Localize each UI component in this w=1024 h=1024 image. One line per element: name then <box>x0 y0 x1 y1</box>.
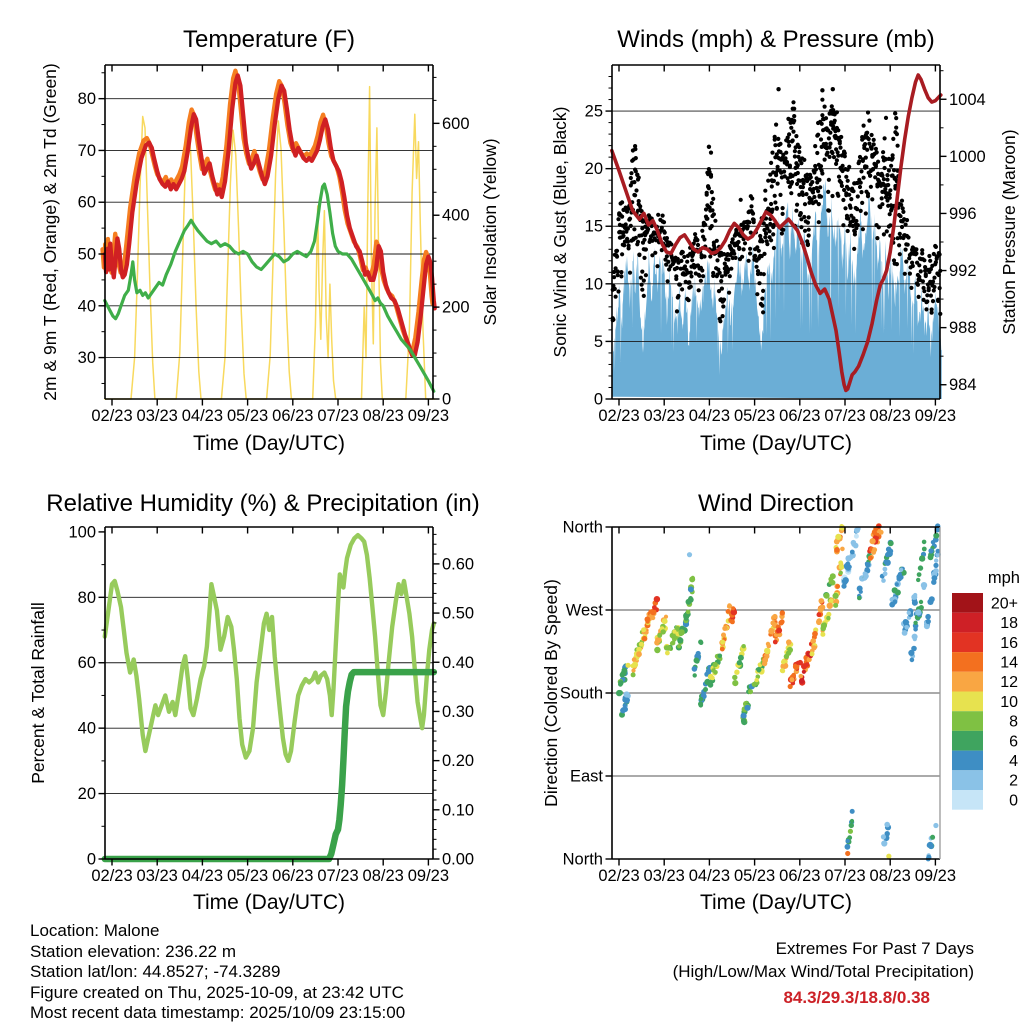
svg-text:03/23: 03/23 <box>136 867 178 885</box>
svg-text:03/23: 03/23 <box>643 407 685 425</box>
svg-text:10: 10 <box>1000 693 1018 711</box>
panel-temperature <box>78 65 470 425</box>
svg-text:09/23: 09/23 <box>914 407 957 425</box>
svg-text:02/23: 02/23 <box>598 407 640 425</box>
temperature-ylabel: 2m & 9m T (Red, Orange) & 2m Td (Green) <box>40 63 60 401</box>
extremes-title: Extremes For Past 7 Days <box>775 939 974 958</box>
svg-text:09/23: 09/23 <box>407 407 450 425</box>
svg-text:06/23: 06/23 <box>779 867 821 885</box>
data-timestamp: Most recent data timestamp: 2025/10/09 23:15:00 <box>30 1003 406 1023</box>
extremes-values: 84.3/29.3/18.8/0.38 <box>783 988 930 1007</box>
svg-text:04/23: 04/23 <box>181 407 224 425</box>
svg-text:0.50: 0.50 <box>442 604 475 623</box>
svg-text:984: 984 <box>949 376 977 395</box>
svg-text:0: 0 <box>86 850 96 869</box>
svg-text:07/23: 07/23 <box>317 407 359 425</box>
extremes-subtitle: (High/Low/Max Wind/Total Precipitation) <box>672 961 974 981</box>
svg-text:03/23: 03/23 <box>643 867 685 885</box>
svg-text:0.60: 0.60 <box>442 555 475 574</box>
station-info-block <box>30 921 405 1024</box>
svg-text:0.10: 0.10 <box>442 801 475 820</box>
svg-text:6: 6 <box>1009 733 1018 751</box>
panel-winds-pressure <box>585 65 986 425</box>
svg-text:8: 8 <box>1009 713 1018 731</box>
svg-text:02/23: 02/23 <box>91 407 133 425</box>
svg-text:80: 80 <box>77 90 96 109</box>
direction-ylabel: Direction (Colored By Speed) <box>541 579 561 807</box>
station-latlon: Station lat/lon: 44.8527; -74.3289 <box>30 962 281 982</box>
wind-direction-title: Wind Direction <box>697 490 855 517</box>
svg-text:09/23: 09/23 <box>407 867 450 885</box>
svg-text:02/23: 02/23 <box>91 867 133 885</box>
panel-rh-precip <box>68 523 474 885</box>
svg-text:20: 20 <box>584 160 603 179</box>
svg-text:09/23: 09/23 <box>914 867 957 885</box>
svg-text:08/23: 08/23 <box>869 867 911 885</box>
svg-text:5: 5 <box>593 332 603 351</box>
svg-text:02/23: 02/23 <box>598 867 640 885</box>
svg-text:100: 100 <box>68 523 96 542</box>
svg-text:600: 600 <box>442 114 470 133</box>
svg-text:06/23: 06/23 <box>779 407 821 425</box>
svg-text:200: 200 <box>442 298 470 317</box>
svg-text:80: 80 <box>77 588 96 607</box>
station-elevation: Station elevation: 236.22 m <box>30 941 237 961</box>
extremes-block <box>673 938 974 1010</box>
svg-text:04/23: 04/23 <box>181 867 224 885</box>
svg-text:25: 25 <box>584 102 603 121</box>
svg-text:05/23: 05/23 <box>733 867 776 885</box>
svg-text:04/23: 04/23 <box>688 407 731 425</box>
station-location: Location: Malone <box>30 921 160 940</box>
svg-text:1000: 1000 <box>949 147 986 166</box>
svg-text:06/23: 06/23 <box>272 407 314 425</box>
winds-pressure-title: Winds (mph) & Pressure (mb) <box>617 26 935 53</box>
svg-text:03/23: 03/23 <box>136 407 178 425</box>
svg-text:0: 0 <box>442 390 452 409</box>
svg-text:4: 4 <box>1009 753 1018 770</box>
winds-xlabel: Time (Day/UTC) <box>699 432 853 455</box>
svg-text:15: 15 <box>584 217 603 236</box>
temperature-title: Temperature (F) <box>182 26 356 53</box>
svg-text:05/23: 05/23 <box>226 867 269 885</box>
svg-text:20+: 20+ <box>990 595 1018 613</box>
svg-text:70: 70 <box>77 141 96 160</box>
colorbar-title: mph <box>987 569 1020 587</box>
svg-text:1004: 1004 <box>949 90 986 109</box>
svg-text:992: 992 <box>949 262 977 281</box>
svg-text:50: 50 <box>77 245 96 264</box>
rh-xlabel: Time (Day/UTC) <box>192 891 346 914</box>
svg-text:0.40: 0.40 <box>442 653 475 672</box>
svg-text:08/23: 08/23 <box>362 867 404 885</box>
svg-text:18: 18 <box>1000 615 1018 633</box>
svg-text:08/23: 08/23 <box>869 407 911 425</box>
figure-created: Figure created on Thu, 2025-10-09, at 23:42 UTC <box>30 982 404 1002</box>
svg-text:20: 20 <box>77 785 96 804</box>
svg-text:South: South <box>559 684 603 703</box>
svg-text:12: 12 <box>1000 674 1018 692</box>
svg-text:0: 0 <box>593 390 603 409</box>
svg-text:East: East <box>569 767 603 786</box>
svg-text:40: 40 <box>77 719 96 738</box>
temperature-xlabel: Time (Day/UTC) <box>192 432 346 455</box>
svg-text:07/23: 07/23 <box>824 407 866 425</box>
svg-text:0: 0 <box>1009 792 1018 810</box>
svg-text:60: 60 <box>77 193 96 212</box>
svg-text:07/23: 07/23 <box>317 867 359 885</box>
svg-text:North: North <box>562 518 603 537</box>
direction-xlabel: Time (Day/UTC) <box>699 891 853 914</box>
rh-precip-title: Relative Humidity (%) & Precipitation (in) <box>46 490 480 517</box>
svg-text:10: 10 <box>584 275 603 294</box>
svg-text:04/23: 04/23 <box>688 867 731 885</box>
wind-ylabel: Sonic Wind & Gust (Blue, Black) <box>550 106 570 358</box>
svg-text:0.20: 0.20 <box>442 752 475 771</box>
svg-text:16: 16 <box>1000 634 1018 652</box>
svg-text:05/23: 05/23 <box>226 407 269 425</box>
svg-text:0.00: 0.00 <box>442 850 475 869</box>
svg-text:14: 14 <box>1000 654 1018 672</box>
pressure-ylabel: Station Pressure (Maroon) <box>999 129 1019 335</box>
svg-text:996: 996 <box>949 204 977 223</box>
svg-text:60: 60 <box>77 654 96 673</box>
svg-text:30: 30 <box>77 349 96 368</box>
svg-text:988: 988 <box>949 319 977 338</box>
svg-text:08/23: 08/23 <box>362 407 404 425</box>
svg-text:0.30: 0.30 <box>442 702 475 721</box>
svg-text:05/23: 05/23 <box>733 407 776 425</box>
svg-text:West: West <box>565 601 603 620</box>
solar-ylabel: Solar Insolation (Yellow) <box>480 138 500 326</box>
svg-text:400: 400 <box>442 206 470 225</box>
svg-text:2: 2 <box>1009 772 1018 790</box>
rh-ylabel: Percent & Total Rainfall <box>28 602 48 784</box>
svg-text:40: 40 <box>77 297 96 316</box>
svg-text:North: North <box>562 850 603 869</box>
svg-text:06/23: 06/23 <box>272 867 314 885</box>
svg-text:07/23: 07/23 <box>824 867 866 885</box>
